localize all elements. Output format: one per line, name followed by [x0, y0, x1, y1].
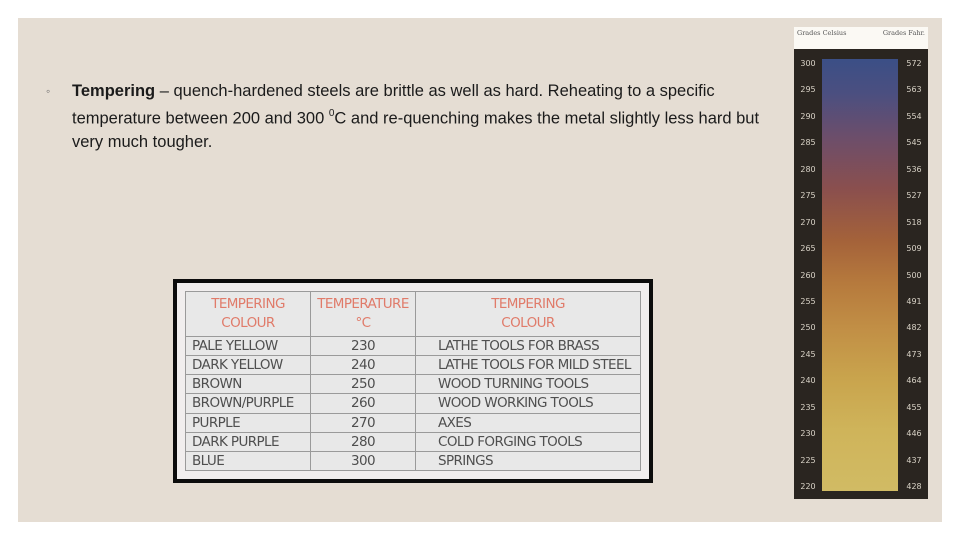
bullet-body-1: – quench-hardened steels are brittle as well as hard. Reheating to a specific temperature between 200 and 300	[72, 82, 715, 128]
fahrenheit-tick-label: 455	[906, 402, 922, 412]
celsius-tick-label: 250	[800, 323, 816, 333]
fahrenheit-tick-label: 500	[906, 270, 922, 280]
celsius-tick-label: 230	[800, 429, 816, 439]
cell-use: LATHE TOOLS FOR MILD STEEL	[416, 356, 641, 375]
cell-temperature: 250	[311, 375, 416, 394]
celsius-tick-label: 235	[800, 402, 816, 412]
fahrenheit-tick-label: 464	[906, 376, 922, 386]
bullet-text	[46, 80, 786, 154]
cell-colour: BLUE	[186, 451, 311, 470]
table-row	[186, 451, 641, 470]
cell-use: AXES	[416, 413, 641, 432]
fahrenheit-tick-label: 446	[906, 429, 922, 439]
table-row	[186, 375, 641, 394]
fahrenheit-tick-label: 482	[906, 323, 922, 333]
fahrenheit-tick-label: 527	[906, 191, 922, 201]
fahrenheit-tick-label: 428	[906, 482, 922, 491]
cell-use: LATHE TOOLS FOR BRASS	[416, 337, 641, 356]
cell-temperature: 240	[311, 356, 416, 375]
table-row	[186, 413, 641, 432]
celsius-tick-label: 275	[800, 191, 816, 201]
header-tempering-colour: TEMPERING COLOUR	[186, 292, 311, 337]
colour-gradient	[822, 59, 898, 491]
celsius-tick-label: 285	[800, 138, 816, 148]
cell-use: COLD FORGING TOOLS	[416, 432, 641, 451]
cell-colour: DARK YELLOW	[186, 356, 311, 375]
fahrenheit-tick-label: 572	[906, 59, 922, 68]
table-row	[186, 356, 641, 375]
fahrenheit-tick-label: 554	[906, 111, 922, 121]
fahrenheit-tick-label: 545	[906, 138, 922, 148]
scale-bar	[794, 49, 928, 499]
celsius-tick-label: 295	[800, 85, 816, 95]
slide	[18, 18, 942, 522]
cell-colour: BROWN	[186, 375, 311, 394]
cell-temperature: 260	[311, 394, 416, 413]
fahrenheit-tick-label: 563	[906, 85, 922, 95]
cell-colour: PALE YELLOW	[186, 337, 311, 356]
bullet-term: Tempering	[72, 82, 156, 100]
celsius-tick-label: 260	[800, 270, 816, 280]
celsius-tick-label: 280	[800, 164, 816, 174]
celsius-tick-label: 245	[800, 349, 816, 359]
cell-temperature: 280	[311, 432, 416, 451]
bullet-point	[46, 80, 786, 154]
bullet-body-2: C and re-quenching makes the metal slightly less hard but very much tougher.	[72, 109, 760, 151]
tempering-table	[185, 291, 641, 471]
cell-temperature: 300	[311, 451, 416, 470]
header-temperature: TEMPERATURE °C	[311, 292, 416, 337]
cell-colour: BROWN/PURPLE	[186, 394, 311, 413]
header-tempering-use: TEMPERING COLOUR	[416, 292, 641, 337]
fahrenheit-heading: Grades Fahr.	[882, 29, 925, 37]
cell-use: WOOD WORKING TOOLS	[416, 394, 641, 413]
cell-use: WOOD TURNING TOOLS	[416, 375, 641, 394]
tempering-table-image	[173, 279, 653, 483]
celsius-tick-label: 225	[800, 455, 816, 465]
cell-colour: DARK PURPLE	[186, 432, 311, 451]
fahrenheit-tick-label: 491	[906, 296, 922, 306]
fahrenheit-tick-label: 518	[906, 217, 922, 227]
table-row	[186, 394, 641, 413]
celsius-ticks	[795, 59, 821, 491]
celsius-tick-label: 270	[800, 217, 816, 227]
celsius-tick-label: 265	[800, 244, 816, 254]
tempering-colour-scale-image	[794, 27, 928, 499]
fahrenheit-tick-label: 473	[906, 349, 922, 359]
fahrenheit-tick-label: 437	[906, 455, 922, 465]
bullet-marker: ◦	[46, 84, 51, 98]
celsius-tick-label: 220	[800, 482, 816, 491]
cell-temperature: 230	[311, 337, 416, 356]
table-row	[186, 337, 641, 356]
table-row	[186, 432, 641, 451]
celsius-tick-label: 290	[800, 111, 816, 121]
cell-use: SPRINGS	[416, 451, 641, 470]
cell-colour: PURPLE	[186, 413, 311, 432]
fahrenheit-ticks	[901, 59, 927, 491]
celsius-tick-label: 300	[800, 59, 816, 68]
degree-superscript: 0	[328, 108, 335, 119]
fahrenheit-tick-label: 509	[906, 244, 922, 254]
fahrenheit-tick-label: 536	[906, 164, 922, 174]
celsius-heading: Grades Celsius	[797, 29, 847, 37]
celsius-tick-label: 240	[800, 376, 816, 386]
cell-temperature: 270	[311, 413, 416, 432]
celsius-tick-label: 255	[800, 296, 816, 306]
table-header-row	[186, 292, 641, 337]
